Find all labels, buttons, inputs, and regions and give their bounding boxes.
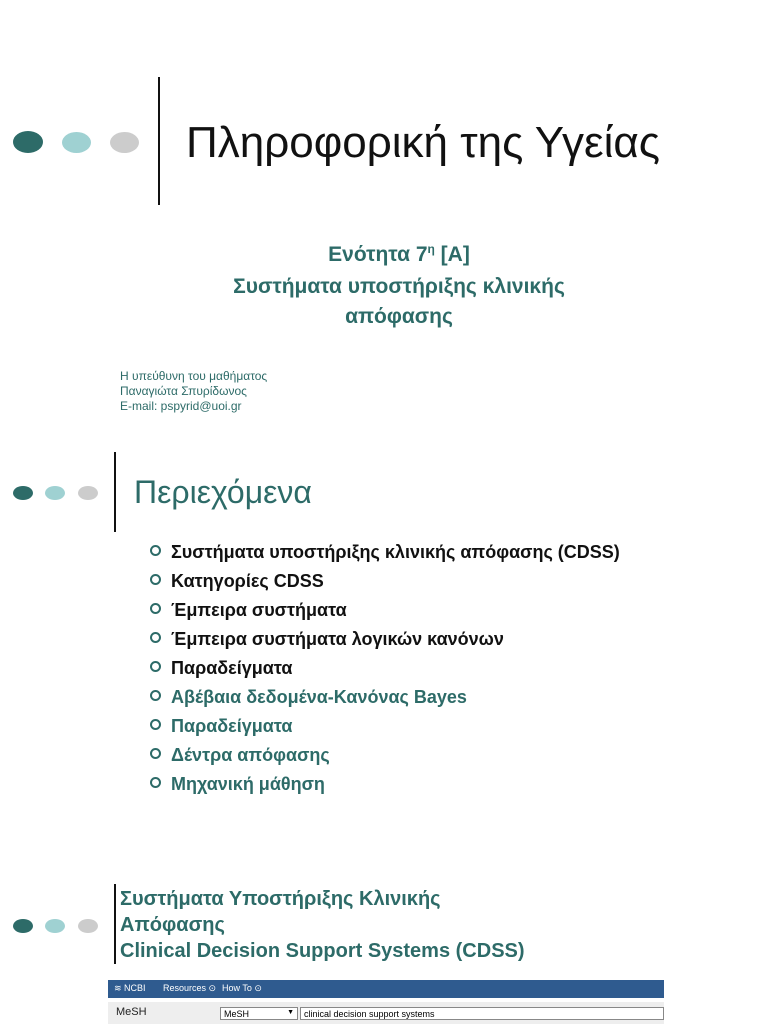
course-title: Πληροφορική της Υγείας (186, 118, 661, 167)
cdss-divider (114, 884, 116, 964)
list-item: Συστήματα υποστήριξης κλινικής απόφασης (CDSS) (150, 540, 650, 564)
ncbi-logo: ≋ NCBI (114, 983, 146, 993)
grey-dot (78, 919, 98, 933)
list-item: Έμπειρα συστήματα (150, 598, 650, 622)
resources-menu[interactable]: Resources ⊙ (163, 983, 217, 993)
unit-heading: Ενότητα $7^\eta$ [Α] (328, 242, 470, 266)
circle-bullet-icon (150, 545, 161, 556)
unit-subtitle-line1: Συστήματα υποστήριξης κλινικής (233, 275, 565, 298)
database-label: MeSH (116, 1006, 147, 1018)
unit-subtitle-line2: απόφασης (345, 305, 453, 328)
dark-teal-dot (13, 131, 43, 153)
search-input[interactable]: clinical decision support systems (300, 1007, 664, 1020)
ncbi-logo-icon: ≋ (114, 983, 125, 993)
author-role: Η υπεύθυνη του μαθήματος (120, 369, 268, 383)
chevron-down-icon: ⊙ (206, 983, 217, 993)
dark-teal-dot (13, 486, 33, 500)
list-item: Έμπειρα συστήματα λογικών κανόνων (150, 627, 650, 651)
dark-teal-dot (13, 919, 33, 933)
circle-bullet-icon (150, 574, 161, 585)
list-item: Αβέβαια δεδομένα-Κανόνας Bayes (150, 685, 650, 709)
light-teal-dot (45, 486, 65, 500)
light-teal-dot (45, 919, 65, 933)
author-email: E-mail: pspyrid@uoi.gr (120, 399, 242, 413)
list-item: Κατηγορίες CDSS (150, 569, 650, 593)
contents-title: Περιεχόμενα (134, 474, 312, 510)
chevron-down-icon: ⊙ (251, 983, 262, 993)
contents-list (150, 540, 650, 801)
ncbi-header (108, 980, 664, 998)
circle-bullet-icon (150, 690, 161, 701)
circle-bullet-icon (150, 632, 161, 643)
list-item: Μηχανική μάθηση (150, 772, 650, 796)
circle-bullet-icon (150, 603, 161, 614)
circle-bullet-icon (150, 661, 161, 672)
circle-bullet-icon (150, 777, 161, 788)
light-teal-dot (62, 132, 91, 153)
database-select[interactable]: MeSH ▼ (220, 1007, 298, 1020)
author-name: Παναγιώτα Σπυρίδωνος (120, 384, 247, 398)
list-item: Παραδείγματα (150, 656, 650, 680)
dropdown-arrow-icon: ▼ (287, 1009, 294, 1016)
howto-menu[interactable]: How To ⊙ (222, 983, 262, 993)
cdss-title: Συστήματα Υποστήριξης Κλινικής Απόφασης Clinical Decision Support Systems (CDSS) (120, 888, 525, 962)
list-item: Παραδείγματα (150, 714, 650, 738)
title-divider (158, 77, 160, 205)
contents-divider (114, 452, 116, 532)
grey-dot (78, 486, 98, 500)
circle-bullet-icon (150, 748, 161, 759)
ncbi-search-row (108, 1002, 664, 1024)
circle-bullet-icon (150, 719, 161, 730)
list-item: Δέντρα απόφασης (150, 743, 650, 767)
grey-dot (110, 132, 139, 153)
